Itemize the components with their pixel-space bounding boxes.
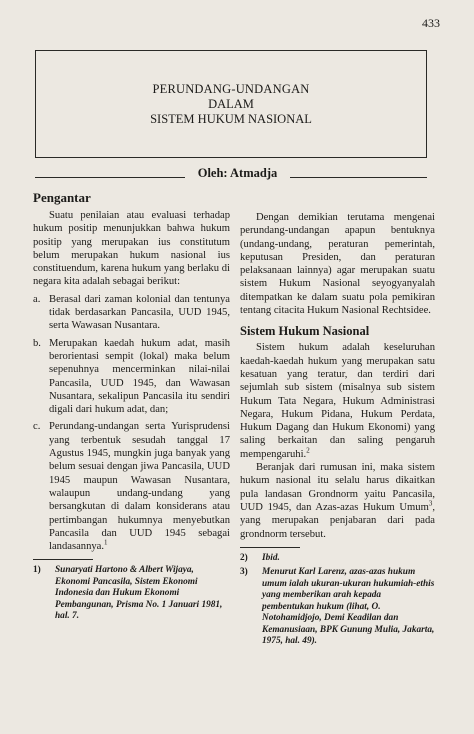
grondnorm-paragraph [240, 461, 435, 541]
title-line-2: DALAM [208, 97, 254, 111]
footnote-rule-right [240, 547, 300, 548]
author-rule-right [290, 177, 427, 178]
list-item-text: Perundang-undangan serta Yurisprudensi yang terbentuk sesudah tanggal 17 Agustus 1945, mungkin juga banyak yang belum sesuai dengan jiwa Pancasila, UUD 1945 maupun Wawasan Nusantara, walaupun undang-undang yang bersangkutan di dalam konsiderans atau pertimbangan hukumnya menyebutkan Pancasila dan UUD 1945 sebagai landasannya. [49, 421, 230, 553]
footnote-ref-3: 3 [428, 499, 433, 508]
footnote-rule-left [33, 559, 93, 560]
author-rule-left [35, 177, 185, 178]
right-column [240, 211, 435, 648]
section-heading-pengantar: Pengantar [33, 190, 91, 205]
grondnorm-text-a: Beranjak dari rumusan ini, maka sistem hukum nasional itu selalu harus dikaitkan pula landasan Grondnorm yaitu Pancasila, UUD 1945, dan Azas-azas Hukum Umum [240, 462, 435, 513]
list-item-label: a. [33, 293, 41, 305]
list-item [33, 293, 230, 333]
footnote-2-text: Ibid. [262, 552, 280, 563]
list-item-text: Berasal dari zaman kolonial dan tentunya tidak berdasarkan Pancasila, UUD 1945, serta Wawasan Nusantara. [49, 293, 230, 332]
list-item [33, 420, 230, 553]
list-item-text-wrap [49, 420, 230, 553]
footnote-1 [33, 565, 230, 623]
title-line-1: PERUNDANG-UNDANGAN [152, 82, 310, 96]
footnote-2 [240, 553, 435, 565]
sistem-paragraph-text: Sistem hukum adalah keseluruhan kaedah-kaedah hukum yang merupakan satu kesatuan yang teratur, dan terdiri dari sejumlah sub sistem (misalnya sub sistem Hukum Tata Negara, Hukum Administrasi Negara, Hukum Pidana, Hukum Perdata, Hukum Dagang dan Hukum Ekonomi) yang saling berkaitan dan saling pengaruh mempengaruhi. [240, 342, 435, 460]
footnote-2-mark: 2) [240, 552, 248, 563]
intro-paragraph: Suatu penilaian atau evaluasi terhadap hukum positip menunjukkan bahwa hukum positip yang merupakan ius constitutum belum merupakan hukum nasional ius constituendum, karena hukum yang berlaku di negara kita adalah sebagai berikut: [33, 210, 230, 288]
footnote-1-text: Sunaryati Hartono & Albert Wijaya, Ekonomi Pancasila, Sistem Ekonomi Indonesia dan Hukum Ekonomi Pembangunan, Prisma No. 1 Januari 1981, hal. 7. [55, 565, 223, 622]
footnote-ref-1: 1 [104, 538, 108, 547]
footnote-1-mark: 1) [33, 565, 41, 576]
list-item-text: Merupakan kaedah hukum adat, masih berorientasi sempit (lokal) maka belum sepenuhnya mencerminkan nilai-nilai Pancasila, UUD 1945, dan Wawasan Nusantara, sekalipun Pancasila itu sendiri digali dari hukum adat, dan; [49, 337, 230, 416]
list-item-label: c. [33, 421, 41, 433]
left-column [33, 190, 230, 623]
author-name: Oleh: Atmadja [197, 166, 278, 180]
grondnorm-text-b: , yang merupakan penjabaran dari pada grondnorm tersebut. [240, 501, 435, 540]
sistem-paragraph [240, 341, 435, 461]
list-item-label: b. [33, 337, 41, 349]
list-item [33, 337, 230, 417]
title-line-3: SISTEM HUKUM NASIONAL [150, 112, 312, 126]
footnote-3-text: Menurut Karl Larenz, azas-azas hukum umum ialah ukuran-ukuran hukumiah-ethis yang memberikan arah kepada pembentukan hukum (lihat, O. Notohamidjojo, Demi Keadilan dan Kemanusiaan, BPK Gunung Mulia, Jakarta, 1975, hal. 49). [262, 567, 435, 647]
title-box [35, 50, 427, 158]
rechtsidee-paragraph: Dengan demikian terutama mengenai perundang-undangan apapun bentuknya (undang-undang, peraturan pemerintah, keputusan Presiden, dan peraturan pelaksanaan lainnya) agar merupakan suatu sistem Hukum Nasional seyogyanyalah ditempatkan ke dalam suatu pola pemikiran tentang citacita Hukum Nasional Rechtsidee. [240, 212, 435, 317]
footnote-ref-2: 2 [306, 446, 310, 455]
footnote-3-mark: 3) [240, 567, 248, 578]
condition-list [33, 293, 230, 554]
footnote-3 [240, 567, 435, 648]
section-heading-sistem: Sistem Hukum Nasional [240, 324, 370, 339]
author-row [35, 165, 427, 183]
page-number: 433 [422, 16, 440, 30]
